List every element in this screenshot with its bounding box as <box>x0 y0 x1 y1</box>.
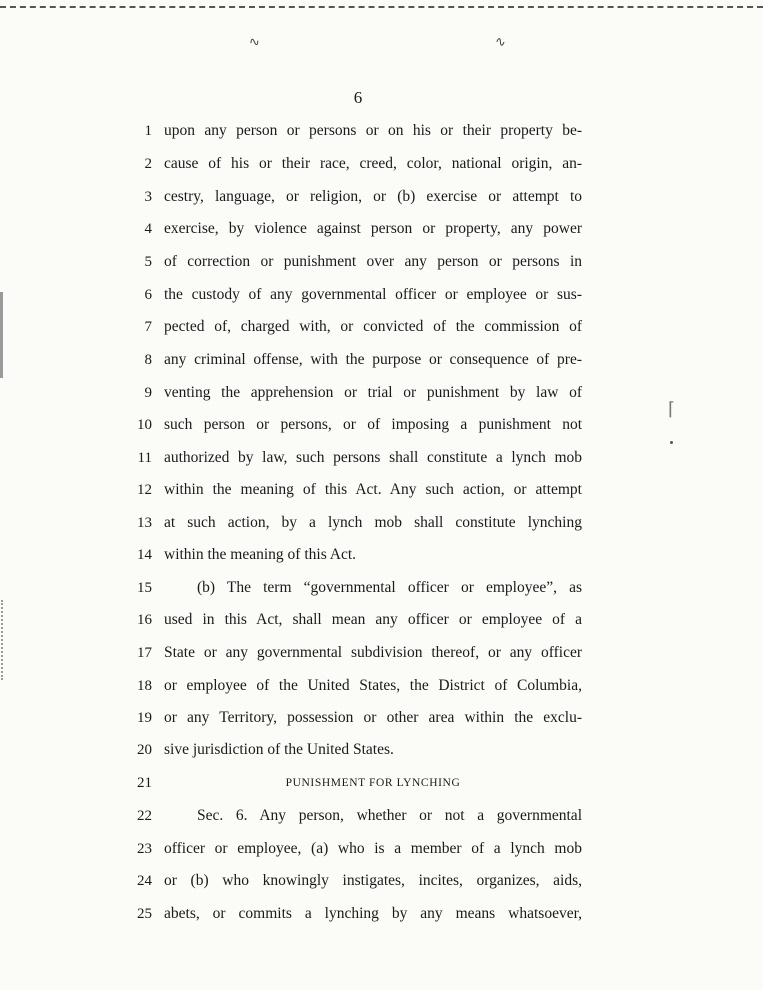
line-text: upon any person or persons or on his or their property be- <box>164 122 582 139</box>
section-heading-line <box>0 770 763 796</box>
text-line <box>0 737 763 763</box>
line-number: 22 <box>137 808 152 824</box>
line-text: officer or employee, (a) who is a member of a lynch mob <box>164 840 582 857</box>
line-text: cause of his or their race, creed, color, national origin, an- <box>164 155 582 172</box>
text-line <box>0 607 763 633</box>
line-number: 1 <box>144 123 152 139</box>
line-number: 5 <box>144 254 152 270</box>
line-text: authorized by law, such persons shall constitute a lynch mob <box>164 449 582 466</box>
line-number: 24 <box>137 873 152 889</box>
section-heading: PUNISHMENT FOR LYNCHING <box>285 777 461 789</box>
text-line <box>0 118 763 144</box>
scan-mark-icon: ∿ <box>493 33 508 50</box>
text-line <box>0 380 763 406</box>
line-text: sive jurisdiction of the United States. <box>164 741 394 758</box>
line-text: or employee of the United States, the District of Columbia, <box>164 677 582 694</box>
line-text: exercise, by violence against person or property, any power <box>164 220 582 237</box>
text-line <box>0 477 763 503</box>
scan-mark-icon: ∿ <box>247 33 262 50</box>
line-text: or (b) who knowingly instigates, incites, organizes, aids, <box>164 872 582 889</box>
line-number: 20 <box>137 742 152 758</box>
line-text: any criminal offense, with the purpose or consequence of pre- <box>164 351 582 368</box>
line-number: 13 <box>137 515 152 531</box>
line-number: 21 <box>137 775 152 791</box>
line-number: 10 <box>137 417 152 433</box>
line-number: 23 <box>137 841 152 857</box>
line-number: 9 <box>144 385 152 401</box>
text-line <box>0 803 763 829</box>
line-number: 4 <box>144 221 152 237</box>
text-line <box>0 184 763 210</box>
text-line <box>0 510 763 536</box>
line-text: venting the apprehension or trial or punishment by law of <box>164 384 582 401</box>
page-number: 6 <box>353 88 363 107</box>
line-number: 11 <box>137 450 152 466</box>
line-number: 15 <box>137 580 152 596</box>
text-line <box>0 901 763 927</box>
scan-top-rule <box>0 6 763 8</box>
text-line <box>0 868 763 894</box>
line-text: within the meaning of this Act. Any such action, or attempt <box>164 481 582 498</box>
line-text: Sec. 6. Any person, whether or not a governmental <box>197 807 582 824</box>
line-text: of correction or punishment over any person or persons in <box>164 253 582 270</box>
line-text: State or any governmental subdivision thereof, or any officer <box>164 644 582 661</box>
text-line <box>0 151 763 177</box>
line-text: pected of, charged with, or convicted of the commission of <box>164 318 582 335</box>
pencil-mark-icon: ⌈ <box>668 399 676 420</box>
line-text: abets, or commits a lynching by any means whatsoever, <box>164 905 582 922</box>
line-text: used in this Act, shall mean any officer or employee of a <box>164 611 582 628</box>
text-line <box>0 249 763 275</box>
line-number: 6 <box>144 287 152 303</box>
line-number: 19 <box>137 710 152 726</box>
text-line <box>0 705 763 731</box>
line-text: within the meaning of this Act. <box>164 546 357 563</box>
line-number: 12 <box>137 482 152 498</box>
text-line <box>0 216 763 242</box>
line-number: 7 <box>144 319 152 335</box>
text-line <box>0 347 763 373</box>
line-number: 18 <box>137 678 152 694</box>
text-line <box>0 412 763 438</box>
line-number: 2 <box>144 156 152 172</box>
text-line <box>0 673 763 699</box>
text-line <box>0 445 763 471</box>
line-text: the custody of any governmental officer or employee or sus- <box>164 286 582 303</box>
line-number: 17 <box>137 645 152 661</box>
line-text: at such action, by a lynch mob shall constitute lynching <box>164 514 582 531</box>
line-number: 8 <box>144 352 152 368</box>
line-number: 16 <box>137 612 152 628</box>
line-text: or any Territory, possession or other area within the exclu- <box>164 709 582 726</box>
line-text: cestry, language, or religion, or (b) exercise or attempt to <box>164 188 582 205</box>
text-line <box>0 640 763 666</box>
text-line <box>0 314 763 340</box>
line-text: such person or persons, or of imposing a punishment not <box>164 416 582 433</box>
text-line <box>0 282 763 308</box>
line-number: 3 <box>144 189 152 205</box>
ink-dot <box>670 441 673 444</box>
line-number: 25 <box>137 906 152 922</box>
text-line <box>0 836 763 862</box>
text-line <box>0 575 763 601</box>
text-line <box>0 542 763 568</box>
line-number: 14 <box>137 547 152 563</box>
line-text: (b) The term “governmental officer or employee”, as <box>197 579 582 596</box>
